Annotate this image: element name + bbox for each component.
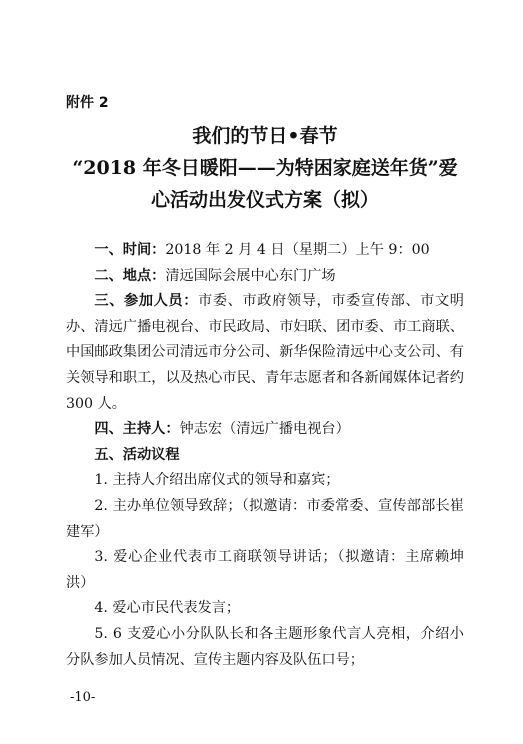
section-place [66, 264, 464, 290]
agenda-item: 4. 爱心市民代表发言； [94, 600, 241, 617]
document-body [66, 238, 464, 673]
section-participants [66, 289, 464, 417]
title-line-3: 心活动出发仪式方案（拟） [150, 189, 379, 211]
section-time-heading: 一、时间： [94, 242, 166, 258]
section-time [66, 238, 464, 264]
agenda-item: 3. 爱心企业代表市工商联领导讲话；（拟邀请：主席赖坤洪） [66, 549, 464, 591]
section-time-text: 2018 年 2 月 4 日（星期二）上午 9：00 [165, 242, 430, 258]
agenda-item: 2. 主办单位领导致辞；（拟邀请：市委常委、宣传部部长崔建军） [66, 497, 464, 540]
document-title [66, 120, 464, 216]
section-participants-heading: 三、参加人员： [94, 293, 199, 310]
page-number: -10- [70, 690, 96, 705]
title-line-1: 我们的节日•春节 [192, 125, 338, 147]
section-host-text: 钟志宏（清远广播电视台） [179, 421, 350, 438]
title-line-2: “2018 年冬日暖阳——为特困家庭送年货”爱 [72, 157, 458, 179]
section-agenda-heading: 五、活动议程 [94, 446, 180, 463]
section-place-heading: 二、地点： [94, 267, 166, 284]
agenda-item: 5. 6 支爱心小分队队长和各主题形象代言人亮相，介绍小分队参加人员情况、宣传主题内容及队伍口号； [66, 625, 464, 668]
attachment-label: 附件 2 [66, 95, 109, 111]
agenda-item: 1. 主持人介绍出席仪式的领导和嘉宾； [94, 472, 340, 489]
section-place-text: 清远国际会展中心东门广场 [165, 267, 336, 284]
section-agenda [66, 443, 464, 469]
section-participants-text: 市委、市政府领导，市委宣传部、市文明办、清远广播电视台、市民政局、市妇联、团市委、市工商联、中国邮政集团公司清远市分公司、新华保险清远中心支公司、有关领导和职工，以及热心市民、青年志愿者和各新闻媒体记者约 300 人。 [66, 293, 464, 412]
section-host-heading: 四、主持人： [94, 421, 180, 438]
section-host [66, 417, 464, 443]
